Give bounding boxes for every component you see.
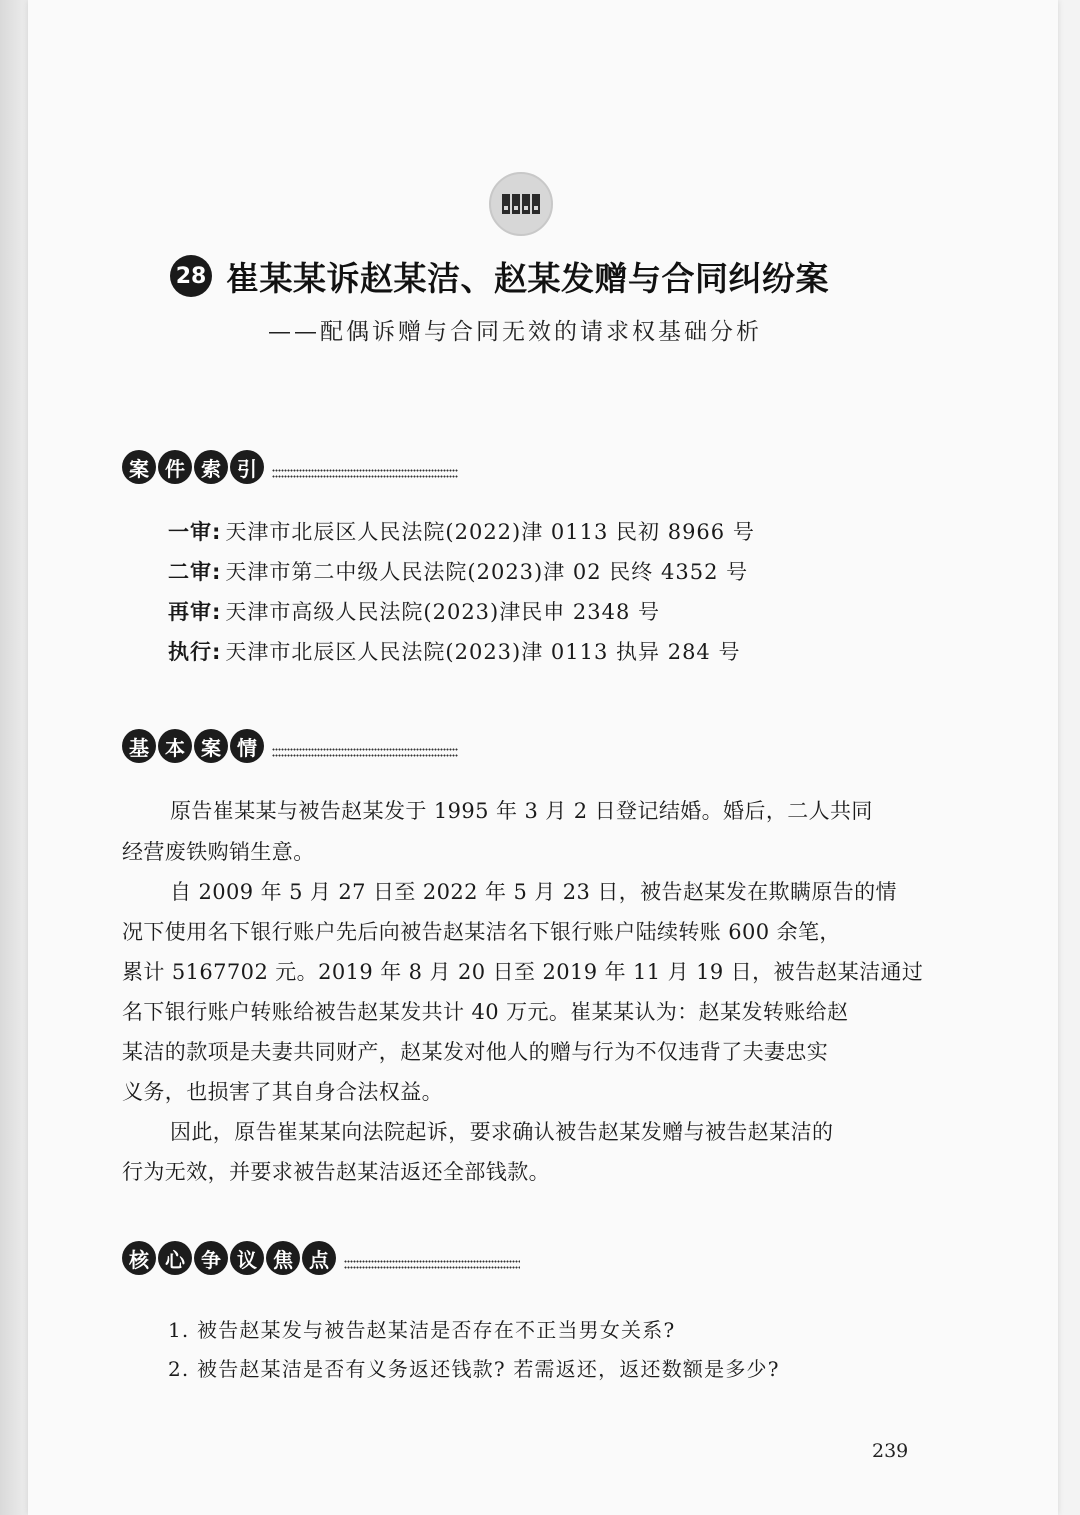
heading-char: 案 [122,450,156,484]
heading-char: 索 [194,450,228,484]
paragraph-line: 义务，也损害了其自身合法权益。 [122,1080,443,1104]
paragraph-line: 原告崔某某与被告赵某发于 1995 年 3 月 2 日登记结婚。婚后，二人共同 [170,799,873,823]
paragraph-line: 行为无效，并要求被告赵某洁返还全部钱款。 [122,1160,550,1184]
section-heading-index [122,447,458,487]
heading-char: 议 [230,1241,264,1275]
case-title-row [170,250,930,302]
paragraph-line: 某洁的款项是夫妻共同财产，赵某发对他人的赠与行为不仅违背了夫妻忠实 [122,1040,829,1064]
index-item [168,516,755,546]
heading-char: 争 [194,1241,228,1275]
issue-item: 2. 被告赵某洁是否有义务返还钱款? 若需返还，返还数额是多少? [168,1357,780,1381]
heading-char: 案 [194,729,228,763]
paragraph-line: 况下使用名下银行账户先后向被告赵某洁名下银行账户陆续转账 600 余笔， [122,920,841,944]
case-title: 崔某某诉赵某洁、赵某发赠与合同纠纷案 [226,258,829,298]
index-label: 一审: [168,520,222,544]
page-number: 239 [872,1440,909,1462]
issue-item: 1. 被告赵某发与被告赵某洁是否存在不正当男女关系? [168,1318,676,1342]
dotted-rule [272,748,458,762]
heading-char: 引 [230,450,264,484]
paragraph-line: 经营废铁购销生意。 [122,840,315,864]
heading-char: 基 [122,729,156,763]
section-heading-issues [122,1238,520,1278]
heading-char: 件 [158,450,192,484]
dotted-rule [272,469,458,483]
case-number-badge: 28 [170,255,212,297]
heading-char: 焦 [266,1241,300,1275]
paragraph-line: 累计 5167702 元。2019 年 8 月 20 日至 2019 年 11 月 19 日，被告赵某洁通过 [122,960,924,984]
heading-char: 点 [302,1241,336,1275]
index-item [168,596,660,626]
heading-char: 情 [230,729,264,763]
index-item [168,636,740,666]
binder-icon [489,172,553,236]
page-gutter [0,0,30,1515]
heading-char: 核 [122,1241,156,1275]
index-text: 天津市高级人民法院(2023)津民申 2348 号 [225,600,661,624]
dotted-rule [344,1260,520,1274]
index-text: 天津市北辰区人民法院(2022)津 0113 民初 8966 号 [225,520,755,544]
paragraph-line: 因此，原告崔某某向法院起诉，要求确认被告赵某发赠与被告赵某洁的 [170,1120,834,1144]
index-text: 天津市北辰区人民法院(2023)津 0113 执异 284 号 [225,640,741,664]
index-label: 再审: [168,600,222,624]
paragraph-line: 名下银行账户转账给被告赵某发共计 40 万元。崔某某认为：赵某发转账给赵 [122,1000,849,1024]
heading-char: 心 [158,1241,192,1275]
index-label: 二审: [168,560,222,584]
index-text: 天津市第二中级人民法院(2023)津 02 民终 4352 号 [225,560,749,584]
paragraph-line: 自 2009 年 5 月 27 日至 2022 年 5 月 23 日，被告赵某发在欺瞒原告的情 [170,880,897,904]
section-heading-facts [122,726,458,766]
index-item [168,556,748,586]
index-label: 执行: [168,640,222,664]
heading-char: 本 [158,729,192,763]
case-subtitle: ——配偶诉赠与合同无效的请求权基础分析 [268,319,762,345]
